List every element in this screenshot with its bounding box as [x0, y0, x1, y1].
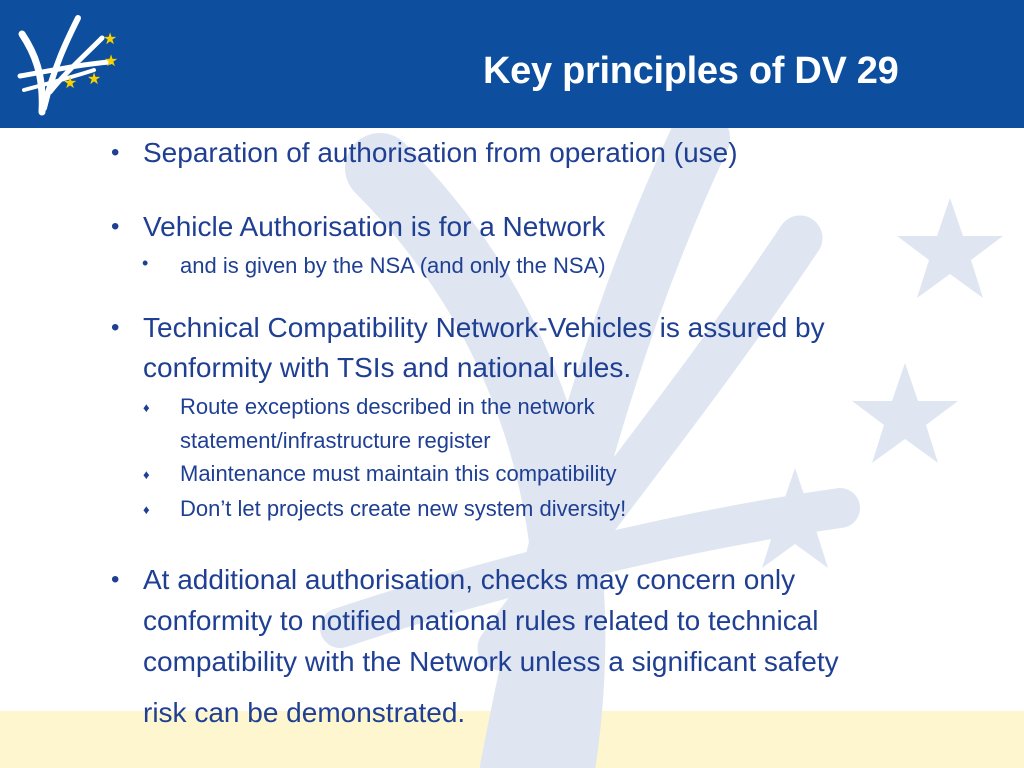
sub-bullet-text: statement/infrastructure register [180, 428, 491, 453]
sub-bullet-dot: • [142, 253, 149, 273]
bullet-text: conformity to notified national rules related to technical [143, 605, 819, 636]
sub-bullet-text: Route exceptions described in the network [180, 394, 595, 419]
bullet-text: Technical Compatibility Network-Vehicles is assured by [143, 312, 825, 343]
bullet-dot: • [111, 314, 120, 341]
bullet-text: Separation of authorisation from operation (use) [143, 137, 738, 168]
bullet-text: compatibility with the Network unless a significant safety [143, 646, 839, 677]
sub-bullet-text: Don’t let projects create new system diversity! [180, 496, 627, 521]
svg-text:★: ★ [103, 53, 119, 70]
sub-bullet-text: and is given by the NSA (and only the NSA) [180, 253, 606, 278]
bullet-dot: • [111, 566, 120, 593]
bullet-dot: • [111, 139, 120, 166]
bullet-text: conformity with TSIs and national rules. [143, 352, 632, 383]
bullet-text: At additional authorisation, checks may concern only [143, 564, 796, 595]
svg-text:★: ★ [86, 71, 102, 88]
bullet-text: risk can be demonstrated. [143, 697, 466, 728]
diamond-bullet-icon: ♦ [143, 400, 150, 415]
svg-text:★: ★ [102, 31, 118, 48]
svg-text:★: ★ [62, 75, 78, 92]
sub-bullet-text: Maintenance must maintain this compatibility [180, 461, 617, 486]
bullet-text: Vehicle Authorisation is for a Network [143, 211, 606, 242]
diamond-bullet-icon: ♦ [143, 502, 150, 517]
diamond-bullet-icon: ♦ [143, 467, 150, 482]
slide-title: Key principles of DV 29 [483, 50, 899, 92]
bullet-dot: • [111, 213, 120, 240]
